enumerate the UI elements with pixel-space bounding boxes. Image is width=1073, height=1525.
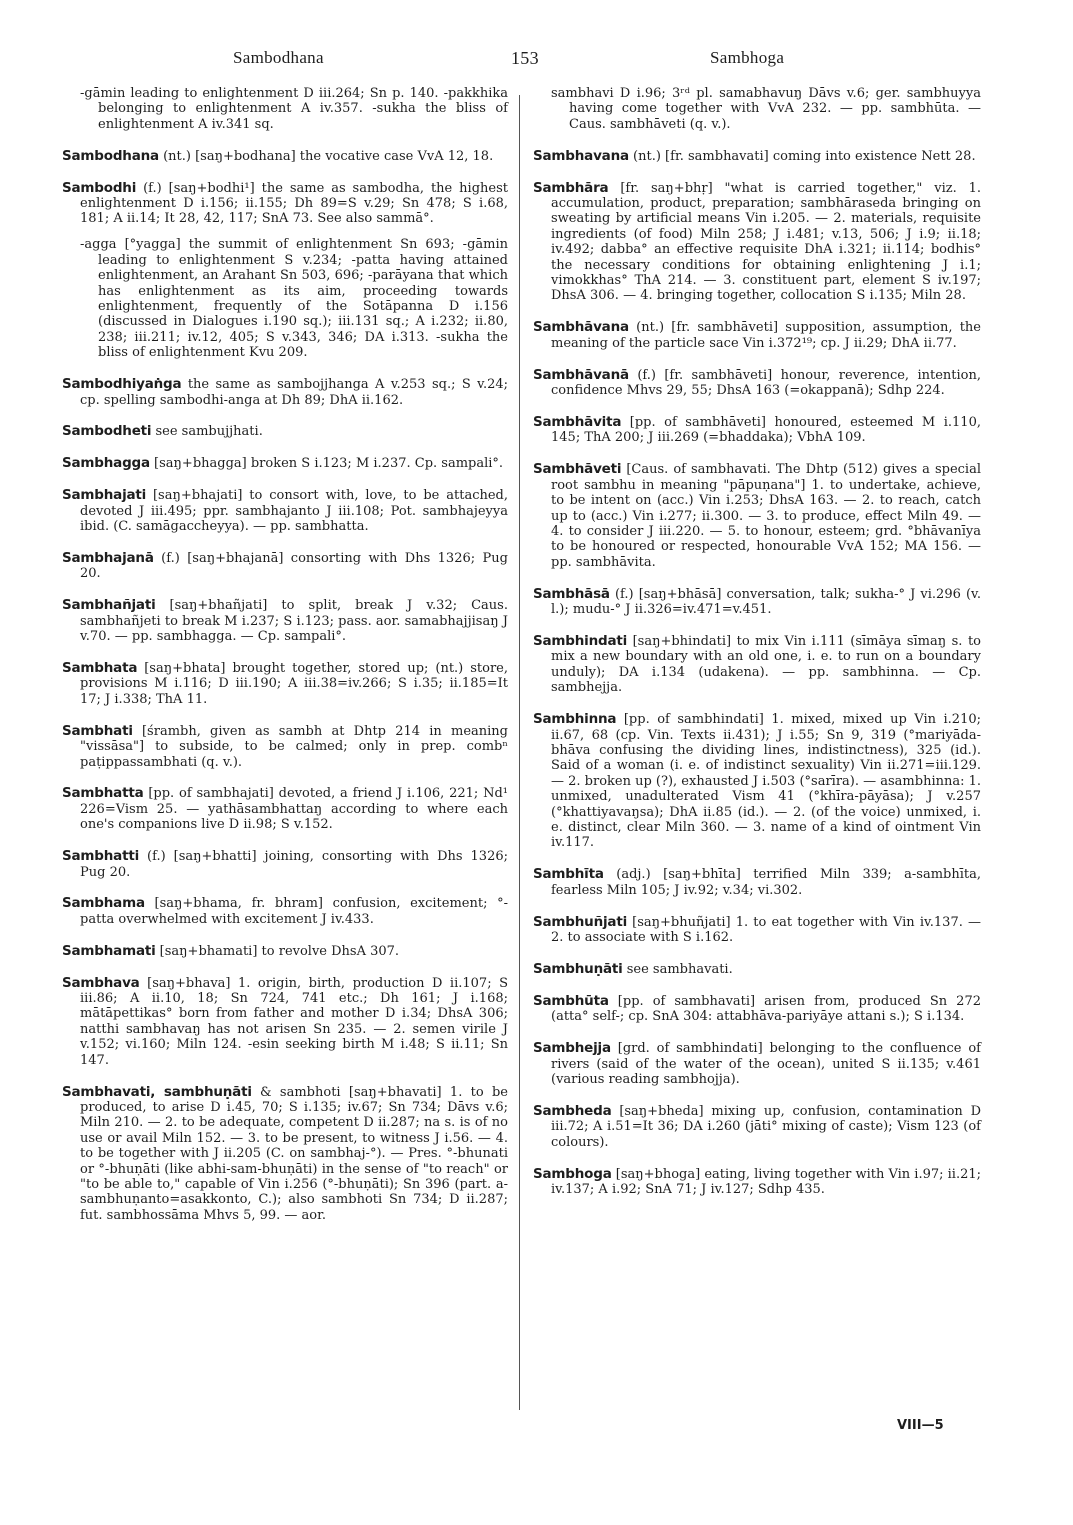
entry-headword: Sambodhana — [62, 147, 159, 164]
entry-definition: (nt.) [saŋ+bodhana] the vocative case VvA 12, 18. — [158, 148, 494, 164]
entry-definition: [pp. of sambhavati] arisen from, produced Sn 272 (atta° self-; cp. SnA 304: attabhāva-pariyāye attani s.); S i.134. — [551, 993, 981, 1025]
entry-definition: see sambujjhati. — [151, 424, 263, 440]
entry-headword: Sambhāveti — [533, 461, 622, 478]
dictionary-entry — [62, 424, 508, 439]
dictionary-entry — [62, 944, 508, 959]
entry-headword: Sambhāvanā — [533, 366, 629, 383]
dictionary-entry — [62, 181, 508, 227]
entry-definition: (f.) [saŋ+bodhi¹] the same as sambodha, the highest enlightenment D i.156; ii.155; Dh 89=S v.29; Sn 478; S i.68, 181; A ii.14; It 28, 42, 117; SnA 73. See also sammā°. — [80, 180, 508, 227]
entry-headword: Sambhañjati — [62, 597, 156, 614]
dictionary-entry — [62, 551, 508, 582]
header-left-guideword: Sambodhana — [233, 48, 324, 67]
entry-headword: Sambhama — [62, 895, 145, 912]
dictionary-entry — [533, 587, 981, 618]
entry-headword: Sambhatta — [62, 785, 144, 802]
entry-headword: Sambhuṇāti — [533, 960, 623, 977]
entry-definition: [saŋ+bhañjati] to split, break J v.32; Caus. sambhañjeti to break M i.237; S i.123; pass. aor. samabhajjisaŋ J v.70. — pp. sambhagga. — Cp. sampali°. — [80, 598, 508, 645]
dictionary-entry — [533, 462, 981, 570]
entry-definition: [saŋ+bhava] 1. origin, birth, production D ii.107; S iii.86; A ii.10, 18; Sn 724, 741 etc.; Dh 161; J i.168; mātāpettikas° born from father and mother D i.34; DhsA 306; natthi sambhavaŋ has not arisen Sn 235. — 2. semen virile J v.152; vi.160; Miln 124. -esin seeking birth M i.48; S ii.11; Sn 147. — [80, 975, 508, 1068]
signature-mark: VIII—5 — [897, 1418, 944, 1433]
entry-headword: Sambhatti — [62, 848, 140, 865]
entry-definition: [saŋ+bhajati] to consort with, love, to be attached, devoted J iii.495; ppr. sambhajanto J iii.108; Pot. sambhajeyya ibid. (C. samāgaccheyya). — pp. sambhatta. — [80, 488, 508, 535]
entry-definition: [saŋ+bhoga] eating, living together with Vin i.97; ii.21; iv.137; A i.92; SnA 71; J iv.127; Sdhp 435. — [551, 1166, 981, 1197]
entry-definition: the same as sambojjhanga A v.253 sq.; S v.24; cp. spelling sambodhi-anga at Dh 89; DhA ii.162. — [80, 377, 508, 408]
dictionary-entry — [533, 1104, 981, 1150]
entry-headword: Sambhagga — [62, 455, 150, 472]
dictionary-entry — [62, 456, 508, 471]
dictionary-entry — [533, 994, 981, 1025]
entry-definition: [grd. of sambhindati] belonging to the confluence of rivers (said of the water of the ocean), united S ii.135; v.461 (various reading sambhojja). — [551, 1041, 981, 1087]
entry-headword: Sambhejja — [533, 1040, 611, 1057]
entry-headword: Sambheda — [533, 1102, 612, 1119]
dictionary-entry — [62, 488, 508, 534]
page-header — [0, 48, 1073, 78]
entry-headword: Sambhinna — [533, 711, 617, 728]
entry-headword: Sambhavati, sambhuṇāti — [62, 1083, 252, 1100]
dictionary-entry — [62, 1085, 508, 1224]
header-right-guideword: Sambhoga — [710, 48, 785, 67]
entry-definition: -agga [°yagga] the summit of enlightenment Sn 693; -gāmin leading to enlightenment S v.234; -patta having attained enlightenment, an Arahant Sn 503, 696; -parāyana that which has enlightenment as its aim, proceeding towards enlightenment, frequently of the Sotāpanna D i.156 (discussed in Dialogues i.190 sq.); iii.131 sq.; A i.232; ii.80, 238; iii.211; iv.12, 405; S v.343, 346; DA i.313. -sukha the bliss of enlightenment Kvu 209. — [80, 237, 508, 361]
entry-definition: sambhavi D i.96; 3ʳᵈ pl. samabhavuŋ Dāvs v.6; ger. sambhuyya having come together with VvA 232. — pp. sambhūta. — Caus. sambhāveti (q. v.). — [551, 86, 981, 132]
entry-headword: Sambhuñjati — [533, 913, 628, 930]
entry-headword: Sambhāra — [533, 179, 609, 196]
entry-definition: & sambhoti [saŋ+bhavati] 1. to be produced, to arise D i.45, 70; S i.135; iv.67; Sn 734; Dāvs v.6; Miln 210. — 2. to be adequate, competent D ii.287; na s. is of no use or avail Miln 152. — 3. to be present, to witness J i.56. — 4. to be together with J ii.205 (C. on sambhaj-°). — Pres. °-bhunati or °-bhuṇāti (like abhi-sam-bhuṇāti) in the sense of "to reach" or "to be able to," capable of Vin i.256 (°-bhuṇāti); Sn 396 (part. a-sambhuṇanto=asakkonto, C.); also sambhoti Sn 734; D ii.287; fut. sambhossāma Mhvs 5, 99. — aor. — [80, 1084, 508, 1223]
entry-definition: (f.) [saŋ+bhatti] joining, consorting with Dhs 1326; Pug 20. — [80, 849, 508, 880]
entry-headword: Sambodheti — [62, 423, 152, 440]
entry-headword: Sambhamati — [62, 942, 156, 959]
dictionary-entry — [62, 976, 508, 1068]
dictionary-entry — [533, 149, 981, 164]
dictionary-entry — [62, 598, 508, 644]
dictionary-entry — [80, 86, 508, 132]
entry-headword: Sambhava — [62, 974, 140, 991]
dictionary-entry — [62, 896, 508, 927]
dictionary-entry — [62, 786, 508, 832]
entry-definition: (nt.) [fr. sambhavati] coming into existence Nett 28. — [628, 148, 976, 164]
dictionary-entry — [551, 86, 981, 132]
left-column — [62, 86, 508, 1240]
entry-definition: [saŋ+bheda] mixing up, confusion, contamination D iii.72; A i.51=It 36; DA i.260 (jāti° mixing of caste); Vism 123 (of colours). — [551, 1103, 981, 1150]
dictionary-entry — [533, 962, 981, 977]
entry-definition: [saŋ+bhindati] to mix Vin i.111 (sīmāya sīmaŋ s. to mix a new boundary with an old one, i. e. to run on a boundary unduly); DA i.134 (udakena). — pp. sambhinna. — Cp. sambhejja. — [551, 633, 981, 696]
dictionary-entry — [533, 915, 981, 946]
entry-definition: [śrambh, given as sambh at Dhtp 214 in meaning "vissāsa"] to subside, to be calmed; only in prep. combⁿ paṭippassambhati (q. v.). — [80, 723, 508, 770]
entry-definition: [saŋ+bhata] brought together, stored up; (nt.) store, provisions M i.116; D iii.190; A iii.38=iv.266; S i.35; ii.185=It 17; J i.338; ThA 11. — [80, 660, 508, 707]
entry-headword: Sambhajati — [62, 487, 147, 504]
entry-headword: Sambhoga — [533, 1165, 612, 1182]
dictionary-entry — [62, 149, 508, 164]
dictionary-entry — [62, 724, 508, 770]
entry-definition: [saŋ+bhama, fr. bhram] confusion, excitement; °-patta overwhelmed with excitement J iv.433. — [80, 896, 508, 927]
entry-definition: (f.) [saŋ+bhāsā] conversation, talk; sukha-° J vi.296 (v. l.); mudu-° J ii.326=iv.471=v.451. — [551, 586, 981, 618]
column-divider — [519, 95, 520, 1410]
dictionary-entry — [533, 1041, 981, 1087]
entry-definition: (f.) [fr. sambhāveti] honour, reverence, intention, confidence Mhvs 29, 55; DhsA 163 (=okappanā); Sdhp 224. — [551, 367, 981, 399]
entry-definition: (f.) [saŋ+bhajanā] consorting with Dhs 1326; Pug 20. — [80, 550, 508, 582]
entry-headword: Sambhati — [62, 722, 133, 739]
dictionary-entry — [533, 368, 981, 399]
right-column — [533, 86, 982, 1214]
dictionary-entry — [533, 712, 981, 851]
entry-definition: [pp. of sambhāveti] honoured, esteemed M i.110, 145; ThA 200; J iii.269 (=bhaddaka); VbhA 109. — [551, 415, 981, 446]
dictionary-entry — [533, 1167, 981, 1198]
dictionary-entry — [533, 867, 981, 898]
dictionary-entry — [533, 320, 981, 351]
entry-headword: Sambhīta — [533, 866, 604, 883]
entry-headword: Sambhāsā — [533, 585, 610, 602]
entry-definition: [saŋ+bhagga] broken S i.123; M i.237. Cp. sampali°. — [149, 456, 504, 472]
dictionary-entry — [533, 634, 981, 696]
entry-definition: [fr. saŋ+bhṛ] "what is carried together," viz. 1. accumulation, product, preparation; sambhāraseda bringing on sweating by artificial means Vin i.205. — 2. materials, requisite ingredients (of food) Miln 258; J i.481; v.13, 506; J i.9; ii.18; iv.492; dabba° an effective requisite DhA i.321; ii.114; bodhis° the necessary conditions for obtaining enlightening J i.1; vimokkhas° ThA 214. — 3. constituent part, element S iv.197; DhsA 306. — 4. bringing together, collocation S i.135; Miln 28. — [551, 180, 981, 304]
dictionary-entry — [80, 237, 508, 360]
dictionary-entry — [62, 377, 508, 408]
entry-definition: (adj.) [saŋ+bhīta] terrified Miln 339; a-sambhīta, fearless Miln 105; J iv.92; v.34; vi.302. — [551, 867, 981, 898]
entry-headword: Sambodhi — [62, 179, 137, 196]
entry-headword: Sambhāvita — [533, 414, 622, 430]
dictionary-entry — [533, 181, 981, 304]
entry-headword: Sambodhiyaṅga — [62, 376, 182, 393]
dictionary-entry — [62, 661, 508, 707]
entry-definition: (nt.) [fr. sambhāveti] supposition, assumption, the meaning of the particle sace Vin i.372¹⁹; cp. J ii.29; DhA ii.77. — [551, 320, 981, 351]
entry-headword: Sambhāvana — [533, 319, 629, 336]
entry-headword: Sambhavana — [533, 147, 629, 164]
dictionary-entry — [62, 849, 508, 880]
entry-headword: Sambhajanā — [62, 549, 154, 566]
entry-definition: [pp. of sambhajati] devoted, a friend J i.106, 221; Nd¹ 226=Vism 25. — yathāsambhattaŋ according to where each one's companions live D ii.98; S v.152. — [80, 786, 508, 833]
entry-definition: [pp. of sambhindati] 1. mixed, mixed up Vin i.210; ii.67, 68 (cp. Vin. Texts ii.431); J i.55; Sn 9, 319 (°mariyāda-bhāva confusing the dividing lines, indistinctness), 325 (id.). Said of a woman (i. e. of indistinct sexuality) Vin ii.271=iii.129. — 2. broken up (?), exhausted J i.503 (°sarīra). — asambhinna: 1. unmixed, unadulterated Vism 41 (°khīra-pāyāsa); J v.257 (°khattiyavaŋsa); DhA ii.85 (id.). — 2. (of the voice) unmixed, i. e. distinct, clear Miln 360. — 3. name of a kind of ointment Vin iv.117. — [551, 712, 982, 851]
entry-definition: see sambhavati. — [622, 961, 733, 977]
entry-definition: [saŋ+bhamati] to revolve DhsA 307. — [155, 943, 400, 959]
entry-definition: [Caus. of sambhavati. The Dhtp (512) gives a special root sambhu in meaning "pāpuṇana"] 1. to undertake, achieve, to be intent on (acc.) Vin i.253; DhsA 163. — 2. to reach, catch up to (acc.) Vin i.277; ii.300. — 3. to produce, effect Miln 49. — 4. to consider J iii.220. — 5. to honour, esteem; grd. °bhāvanīya to be honoured or respected, honourable VvA 152; MA 156. — pp. sambhāvita. — [551, 462, 981, 570]
entry-headword: Sambhūta — [533, 992, 609, 1009]
page-number: 153 — [511, 48, 539, 68]
entry-headword: Sambhindati — [533, 632, 628, 649]
entry-headword: Sambhata — [62, 659, 138, 676]
entry-definition: [saŋ+bhuñjati] 1. to eat together with Vin iv.137. — 2. to associate with S i.162. — [551, 914, 981, 945]
entry-definition: -gāmin leading to enlightenment D iii.264; Sn p. 140. -pakkhika belonging to enlightenment A iv.357. -sukha the bliss of enlightenment A iv.341 sq. — [80, 86, 508, 132]
dictionary-entry — [533, 415, 981, 446]
